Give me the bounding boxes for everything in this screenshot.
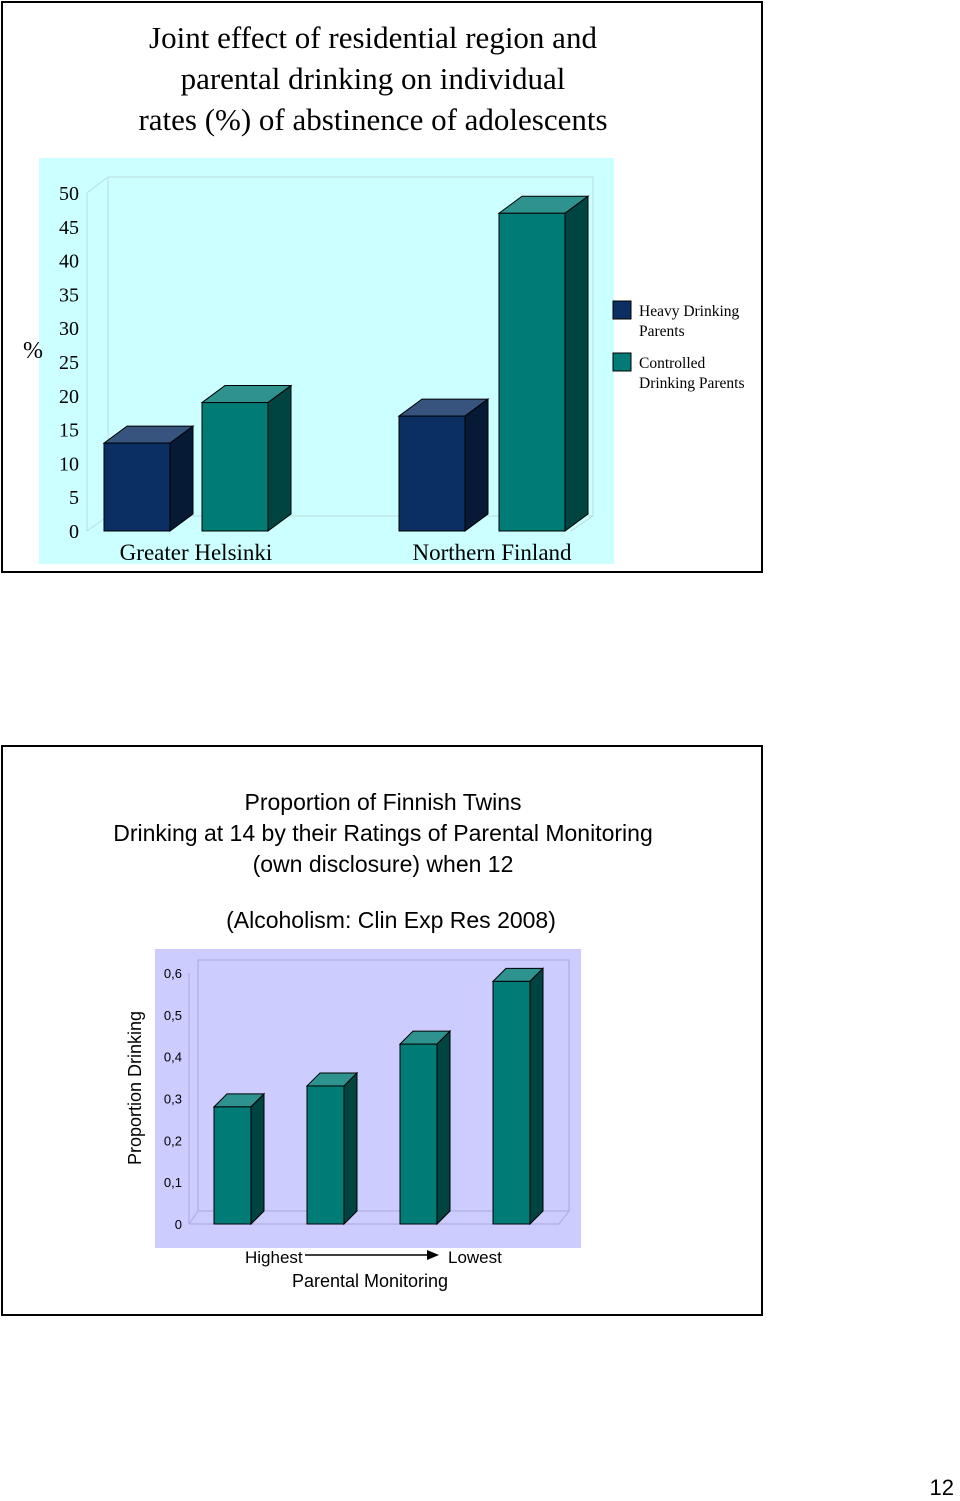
legend-swatch-controlled [613,353,631,371]
chart2-bar-side [251,1094,264,1224]
chart2-x-high-label: Lowest [448,1248,502,1267]
chart1-y-tick-label: 40 [59,250,79,273]
chart1-bar [202,386,291,531]
chart2-y-tick-label: 0,3 [163,1091,182,1107]
chart2-bar-front [493,981,530,1224]
chart1-title-line: Joint effect of residential region and [149,20,597,55]
chart2-x-axis-label: Parental Monitoring [291,1271,449,1291]
chart1-bar-side [170,426,193,531]
chart1-bar [399,399,488,531]
chart2-bar [307,1073,357,1224]
chart2-bar-side [437,1031,450,1224]
chart2-bar-front [307,1086,344,1224]
chart1-y-tick-label: 50 [59,183,79,205]
chart2-svg [3,747,761,1314]
chart1-y-tick-label: 0 [69,521,79,543]
chart2-title-line: (own disclosure) when 12 [252,851,514,877]
chart2-y-tick-label: 0,5 [163,1007,182,1023]
chart1-y-tick-label: 10 [59,453,79,476]
legend-swatch-heavy [613,301,631,319]
chart2-y-axis-label: Proportion Drinking [125,1010,145,1166]
chart2-bar [214,1094,264,1224]
chart1-x-tick-label: Northern Finland [412,540,572,565]
chart2-y-tick-label: 0,1 [163,1175,182,1191]
chart1-x-tick-label: Greater Helsinki [119,540,273,565]
chart1-bar-front [202,403,268,531]
legend-label-line: Heavy Drinking [639,303,740,320]
legend-label-heavy [639,303,743,340]
chart2-title-line: Proportion of Finnish Twins [244,789,522,815]
legend-label-line: Parents [639,323,685,340]
chart1-legend [613,301,744,392]
chart2-y-tick-label: 0,6 [163,966,182,981]
chart2-y-tick-label: 0,4 [163,1049,182,1065]
slide-1 [1,1,763,573]
chart2-y-tick-label: 0,2 [163,1133,182,1149]
chart2-y-tick-label: 0 [174,1217,182,1232]
chart1-bar-side [465,399,488,531]
legend-label-controlled [639,355,744,392]
legend-label-line: Drinking Parents [639,375,745,392]
chart1-title-line: parental drinking on individual [180,61,566,96]
chart1-y-tick-label: 5 [69,487,79,510]
chart2-arrow-head [427,1250,439,1260]
chart2-x-low-label: Highest [245,1248,303,1267]
chart1-bar-front [104,443,170,531]
chart1-bar [104,426,193,531]
chart1-y-tick-label: 25 [59,352,79,374]
chart1-y-tick-label: 15 [59,419,79,442]
chart1-bar-front [499,213,565,531]
chart1-title-line: rates (%) of abstinence of adolescents [138,102,608,137]
chart2-bar-front [214,1107,251,1224]
chart2-bar-side [344,1073,357,1224]
chart2-bar-side [530,968,543,1224]
slide-2 [1,745,763,1316]
page-number: 12 [929,1475,954,1500]
chart2-bar [493,968,543,1224]
chart1-bar-side [268,386,291,531]
chart1-y-tick-label: 30 [59,318,79,341]
chart1-bar-side [565,196,588,531]
legend-label-line: Controlled [639,355,706,372]
chart2-bar-front [400,1044,437,1224]
chart1-bar [499,196,588,531]
chart1-bar-front [399,416,465,531]
chart2-title-line: Drinking at 14 by their Ratings of Parental Monitoring [113,820,653,846]
chart1-y-tick-label: 45 [59,216,79,239]
chart2-bar [400,1031,450,1224]
chart1-y-tick-label: 20 [59,385,79,408]
chart1-y-axis-label: % [23,338,43,364]
chart2-subtitle: (Alcoholism: Clin Exp Res 2008) [226,907,556,933]
chart1-y-tick-label: 35 [59,284,79,307]
chart1-svg [3,3,761,571]
